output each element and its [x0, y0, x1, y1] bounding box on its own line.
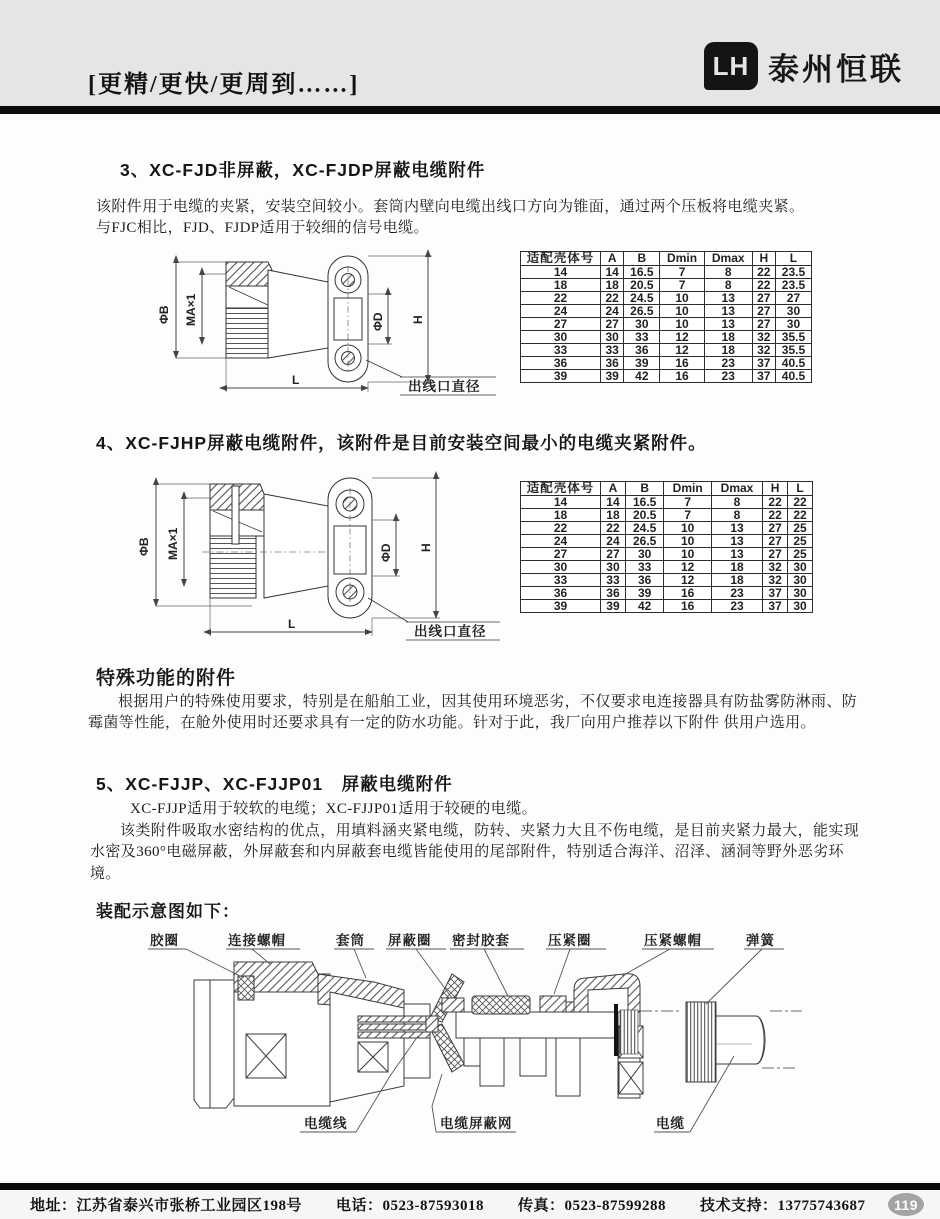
table-cell: 25 [788, 521, 813, 534]
table-cell: 24 [601, 304, 624, 317]
table-cell: 10 [664, 534, 712, 547]
table-cell: 22 [763, 508, 788, 521]
table-cell: 12 [664, 560, 712, 573]
table-row [521, 291, 812, 304]
table-cell: 30 [788, 560, 813, 573]
column-header: B [624, 252, 660, 266]
table-cell: 24 [601, 534, 626, 547]
table-cell: 37 [752, 369, 775, 382]
table-cell: 27 [775, 291, 811, 304]
table-cell: 42 [624, 369, 660, 382]
table-cell: 30 [624, 317, 660, 330]
table-row [521, 521, 813, 534]
table-cell: 13 [704, 304, 752, 317]
table-cell: 7 [660, 265, 704, 278]
table-cell: 36 [624, 343, 660, 356]
table-row [521, 317, 812, 330]
table-cell: 22 [521, 291, 601, 304]
column-header: H [763, 482, 788, 496]
column-header: 适配壳体号 [521, 482, 601, 496]
table-cell: 16 [664, 599, 712, 612]
table-cell: 7 [664, 495, 712, 508]
assembly-label-cable-wire: 电缆线 [304, 1116, 348, 1131]
table-cell: 26.5 [624, 304, 660, 317]
table-cell: 14 [601, 265, 624, 278]
footer-address: 地址：江苏省泰兴市张桥工业园区198号 [30, 1198, 303, 1214]
table-cell: 18 [704, 330, 752, 343]
table-cell: 16 [660, 356, 704, 369]
table-row [521, 547, 813, 560]
table-cell: 10 [660, 317, 704, 330]
table-cell: 12 [660, 330, 704, 343]
assembly-label-spring: 弹簧 [746, 933, 775, 948]
assembly-label-connect-nut: 连接螺帽 [228, 933, 286, 948]
table-cell: 35.5 [775, 343, 811, 356]
table-cell: 32 [763, 573, 788, 586]
table-cell: 12 [660, 343, 704, 356]
table-cell: 24.5 [625, 521, 664, 534]
table-cell: 16.5 [625, 495, 664, 508]
table-cell: 8 [711, 495, 762, 508]
table-cell: 26.5 [625, 534, 664, 547]
table-row [521, 495, 813, 508]
table-cell: 8 [704, 265, 752, 278]
table-cell: 23 [704, 369, 752, 382]
table-cell: 27 [521, 547, 601, 560]
table-cell: 22 [788, 508, 813, 521]
table-row [521, 278, 812, 291]
table-row [521, 586, 813, 599]
table-cell: 37 [763, 599, 788, 612]
table-cell: 32 [752, 343, 775, 356]
table-cell: 18 [521, 508, 601, 521]
table-cell: 10 [660, 291, 704, 304]
table-cell: 27 [763, 534, 788, 547]
table-cell: 8 [711, 508, 762, 521]
fjd-dimension-drawing [150, 246, 512, 399]
table-cell: 27 [521, 317, 601, 330]
logo-monogram: LH [712, 50, 750, 81]
table-cell: 33 [601, 573, 626, 586]
table-row [521, 482, 813, 496]
table-cell: 13 [711, 521, 762, 534]
table-row [521, 573, 813, 586]
company-logo-icon [704, 42, 758, 90]
section3-body: 该附件用于电缆的夹紧，安装空间较小。套筒内壁向电缆出线口方向为锥面，通过两个压板将电缆夹紧。与FJC相比，FJD、FJDP适用于较细的信号电缆。 [96, 199, 805, 237]
table-cell: 20.5 [625, 508, 664, 521]
table-cell: 23 [711, 599, 762, 612]
header-slogan: [更精/更快/更周到……] [88, 72, 360, 98]
table-cell: 33 [521, 573, 601, 586]
column-header: A [601, 482, 626, 496]
table-cell: 27 [752, 304, 775, 317]
section3-title: 3、XC-FJD非屏蔽，XC-FJDP屏蔽电缆附件 [120, 160, 486, 180]
table-cell: 36 [601, 356, 624, 369]
table-cell: 18 [601, 508, 626, 521]
table-cell: 30 [521, 560, 601, 573]
table-cell: 27 [601, 547, 626, 560]
table-cell: 35.5 [775, 330, 811, 343]
table-cell: 23 [704, 356, 752, 369]
table-cell: 33 [521, 343, 601, 356]
table-cell: 18 [711, 573, 762, 586]
table-cell: 14 [521, 265, 601, 278]
table-cell: 40.5 [775, 356, 811, 369]
table-cell: 10 [664, 547, 712, 560]
column-header: L [775, 252, 811, 266]
table-cell: 36 [625, 573, 664, 586]
column-header: Dmin [664, 482, 712, 496]
table-cell: 23 [711, 586, 762, 599]
drawing-geometry [176, 256, 496, 395]
table-cell: 42 [625, 599, 664, 612]
section5-title: 5、XC-FJJP、XC-FJJP01 屏蔽电缆附件 [96, 774, 453, 794]
column-header: Dmax [711, 482, 762, 496]
assembly-diagram [122, 916, 822, 1148]
assembly-label-cable-shield-mesh: 电缆屏蔽网 [440, 1116, 513, 1131]
table-cell: 30 [775, 317, 811, 330]
fjhp-spec-table [520, 481, 813, 613]
table-cell: 30 [788, 599, 813, 612]
table-cell: 33 [624, 330, 660, 343]
table-cell: 39 [624, 356, 660, 369]
special-section-title: 特殊功能的附件 [96, 668, 237, 689]
table-cell: 30 [601, 560, 626, 573]
dim-phi-d-label: ΦD [379, 543, 393, 562]
table-cell: 20.5 [624, 278, 660, 291]
footer-support: 技术支持：13775743687 [700, 1198, 866, 1214]
table-cell: 27 [763, 547, 788, 560]
page-footer [0, 1190, 940, 1219]
table-cell: 22 [601, 521, 626, 534]
outlet-diameter-label: 出线口直径 [408, 379, 481, 394]
table-row [521, 343, 812, 356]
column-header: A [601, 252, 624, 266]
table-row [521, 369, 812, 382]
table-cell: 39 [521, 599, 601, 612]
table-cell: 18 [601, 278, 624, 291]
table-cell: 37 [763, 586, 788, 599]
fjhp-dimension-drawing [132, 466, 520, 647]
column-header: H [752, 252, 775, 266]
dim-l-label: L [288, 617, 296, 631]
table-cell: 23.5 [775, 265, 811, 278]
assembly-geometry [148, 949, 802, 1132]
table-cell: 30 [775, 304, 811, 317]
table-cell: 30 [788, 586, 813, 599]
table-cell: 36 [601, 586, 626, 599]
fjd-spec-table [520, 251, 812, 383]
table-cell: 18 [704, 343, 752, 356]
table-cell: 37 [752, 356, 775, 369]
dim-h-label: H [419, 543, 433, 552]
table-row [521, 560, 813, 573]
table-cell: 27 [752, 291, 775, 304]
table-cell: 33 [601, 343, 624, 356]
table-row [521, 356, 812, 369]
dim-l-label: L [292, 373, 300, 387]
table-cell: 14 [521, 495, 601, 508]
table-cell: 30 [788, 573, 813, 586]
outlet-diameter-label: 出线口直径 [414, 624, 487, 639]
drawing-geometry [156, 478, 500, 640]
assembly-label-clamp-nut: 压紧螺帽 [644, 933, 702, 948]
table-cell: 27 [763, 521, 788, 534]
table-cell: 13 [711, 534, 762, 547]
table-row [521, 265, 812, 278]
table-row [521, 330, 812, 343]
table-cell: 13 [711, 547, 762, 560]
table-cell: 7 [660, 278, 704, 291]
table-cell: 24.5 [624, 291, 660, 304]
assembly-label-rubber-ring: 胶圈 [150, 933, 179, 948]
table-row [521, 508, 813, 521]
table-cell: 39 [625, 586, 664, 599]
table-row [521, 304, 812, 317]
table-cell: 22 [752, 265, 775, 278]
assembly-label-clamp-ring: 压紧圈 [548, 933, 592, 948]
table-row [521, 252, 812, 266]
page-number-badge: 119 [888, 1193, 924, 1216]
assembly-label-sleeve: 套筒 [336, 933, 365, 948]
assembly-label-cable: 电缆 [656, 1116, 685, 1131]
table-cell: 36 [521, 586, 601, 599]
table-cell: 22 [752, 278, 775, 291]
section5-para1: XC-FJJP适用于较软的电缆；XC-FJJP01适用于较硬的电缆。 [130, 801, 537, 817]
table-cell: 30 [601, 330, 624, 343]
special-section-body: 根据用户的特殊使用要求，特别是在船舶工业，因其使用环境恶劣，不仅要求电连接器具有防盐雾防淋雨、防霉菌等性能，在舱外使用时还要求具有一定的防水功能。针对于此，我厂向用户推荐以下附件 供用户选用。 [88, 694, 858, 732]
dim-thread-label: MA×1 [184, 293, 198, 326]
table-cell: 32 [752, 330, 775, 343]
table-cell: 12 [664, 573, 712, 586]
column-header: B [625, 482, 664, 496]
dim-phi-d-label: ΦD [371, 312, 385, 331]
table-cell: 16 [660, 369, 704, 382]
table-row [521, 599, 813, 612]
table-cell: 39 [601, 599, 626, 612]
column-header: 适配壳体号 [521, 252, 601, 266]
table-cell: 25 [788, 534, 813, 547]
footer-fax: 传真：0523-87599288 [518, 1198, 667, 1214]
table-cell: 13 [704, 317, 752, 330]
table-cell: 27 [752, 317, 775, 330]
table-cell: 22 [601, 291, 624, 304]
table-cell: 14 [601, 495, 626, 508]
assembly-title: 装配示意图如下： [96, 902, 240, 921]
page-header [0, 0, 940, 106]
dim-phi-b-label: ΦB [157, 305, 171, 324]
table-cell: 22 [788, 495, 813, 508]
table-cell: 18 [521, 278, 601, 291]
column-header: L [788, 482, 813, 496]
table-cell: 18 [711, 560, 762, 573]
assembly-label-shield-ring: 屏蔽圈 [388, 933, 432, 948]
section5-para2: 该类附件吸取水密结构的优点，用填料涵夹紧电缆，防转、夹紧力大且不伤电缆，是目前夹紧力最大，能实现水密及360°电磁屏蔽，外屏蔽套和内屏蔽套电缆皆能使用的尾部附件，特别适合海洋、沼泽、涵洞等野外恶劣环境。 [90, 823, 860, 882]
table-cell: 30 [625, 547, 664, 560]
company-logo [704, 42, 904, 90]
assembly-label-seal-sleeve: 密封胶套 [452, 933, 510, 948]
table-cell: 8 [704, 278, 752, 291]
section4-title: 4、XC-FJHP屏蔽电缆附件，该附件是目前安装空间最小的电缆夹紧附件。 [96, 433, 707, 453]
header-divider-bar [0, 106, 940, 114]
dim-phi-b-label: ΦB [137, 537, 151, 556]
table-cell: 36 [521, 356, 601, 369]
table-cell: 22 [521, 521, 601, 534]
table-cell: 10 [664, 521, 712, 534]
table-cell: 16 [664, 586, 712, 599]
table-cell: 13 [704, 291, 752, 304]
dim-thread-label: MA×1 [166, 527, 180, 560]
footer-divider-bar [0, 1183, 940, 1190]
table-cell: 23.5 [775, 278, 811, 291]
table-cell: 27 [601, 317, 624, 330]
table-row [521, 534, 813, 547]
table-cell: 22 [763, 495, 788, 508]
table-cell: 25 [788, 547, 813, 560]
table-cell: 30 [521, 330, 601, 343]
table-cell: 24 [521, 534, 601, 547]
column-header: Dmin [660, 252, 704, 266]
table-cell: 33 [625, 560, 664, 573]
table-cell: 40.5 [775, 369, 811, 382]
dim-h-label: H [411, 315, 425, 324]
table-cell: 10 [660, 304, 704, 317]
table-cell: 7 [664, 508, 712, 521]
table-cell: 32 [763, 560, 788, 573]
column-header: Dmax [704, 252, 752, 266]
table-cell: 16.5 [624, 265, 660, 278]
table-cell: 39 [521, 369, 601, 382]
footer-phone: 电话：0523-87593018 [336, 1198, 485, 1214]
table-cell: 39 [601, 369, 624, 382]
brand-name: 泰州恒联 [768, 51, 904, 87]
table-cell: 24 [521, 304, 601, 317]
